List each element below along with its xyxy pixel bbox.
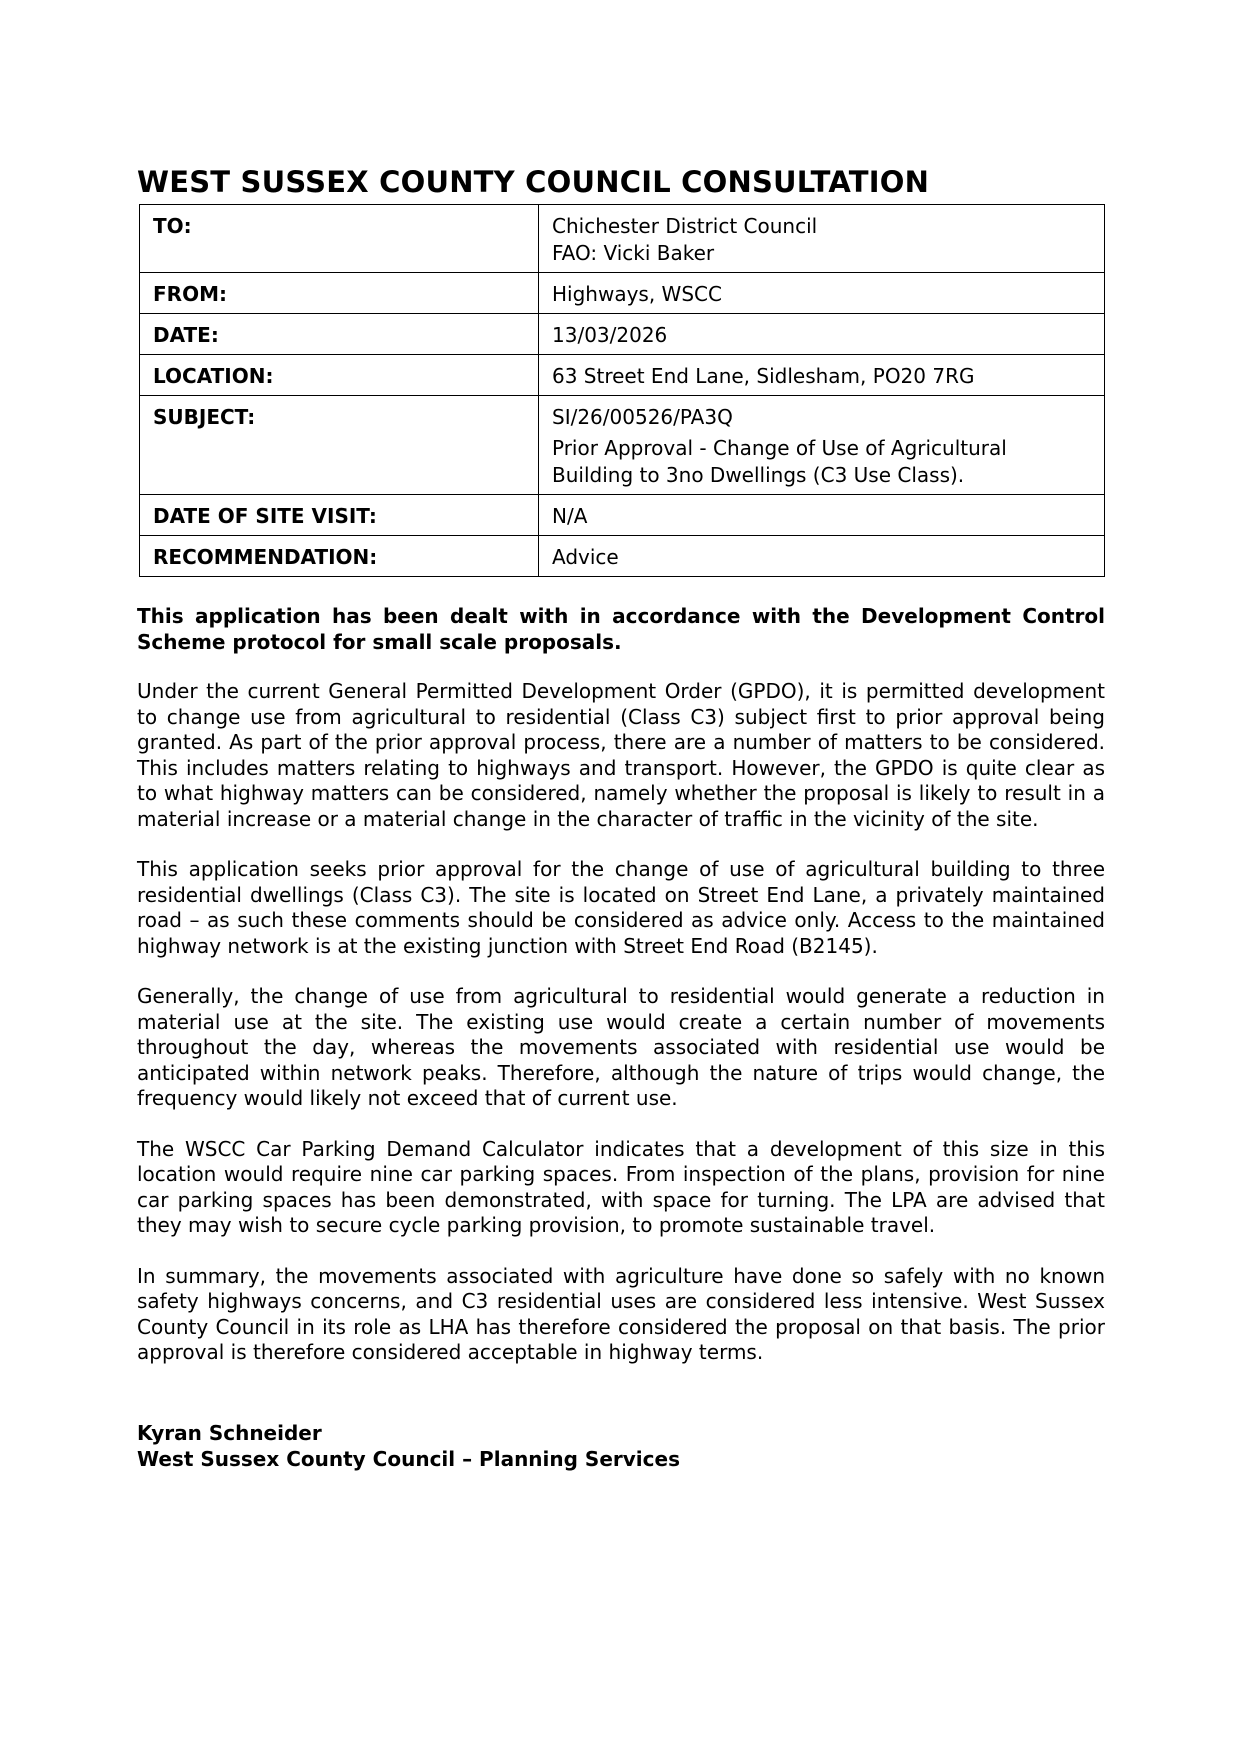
location-label: LOCATION:	[140, 355, 539, 396]
paragraph-summary: In summary, the movements associated with agriculture have done so safely with no known safety highways concerns, and C3 residential uses are considered less intensive. West Sussex County Council in its role as LHA has therefore considered the proposal on that basis. The prior approval is therefore considered acceptable in highway terms.	[137, 1263, 1105, 1364]
subject-label: SUBJECT:	[140, 396, 539, 495]
date-label: DATE:	[140, 314, 539, 355]
from-label: FROM:	[140, 273, 539, 314]
recommendation-label: RECOMMENDATION:	[140, 536, 539, 577]
subject-reference: SI/26/00526/PA3Q	[552, 405, 733, 429]
consultation-details-table	[139, 204, 1105, 577]
subject-description: Prior Approval - Change of Use of Agricultural Building to 3no Dwellings (C3 Use Class).	[552, 436, 1007, 487]
date-value: 13/03/2026	[539, 314, 1105, 355]
table-row-to	[140, 205, 1105, 273]
to-recipient: Chichester District Council	[552, 214, 818, 238]
signatory-organisation: West Sussex County Council – Planning Services	[137, 1446, 680, 1471]
table-row-date	[140, 314, 1105, 355]
document-body	[137, 604, 1105, 1366]
signatory-name: Kyran Schneider	[137, 1420, 322, 1445]
to-fao: FAO: Vicki Baker	[552, 241, 715, 265]
table-row-from	[140, 273, 1105, 314]
table-row-subject	[140, 396, 1105, 495]
site-visit-label: DATE OF SITE VISIT:	[140, 495, 539, 536]
signature-block	[137, 1420, 1105, 1472]
paragraph-parking: The WSCC Car Parking Demand Calculator indicates that a development of this size in this location would require nine car parking spaces. From inspection of the plans, provision for nine car parking spaces has been demonstrated, with space for turning. The LPA are advised that they may wish to secure cycle parking provision, to promote sustainable travel.	[137, 1136, 1105, 1237]
document-title: WEST SUSSEX COUNTY COUNCIL CONSULTATION	[137, 165, 930, 199]
intro-paragraph: This application has been dealt with in accordance with the Development Control Scheme protocol for small scale proposals.	[137, 604, 1105, 654]
recommendation-value: Advice	[539, 536, 1105, 577]
table-row-location	[140, 355, 1105, 396]
paragraph-gpdo: Under the current General Permitted Development Order (GPDO), it is permitted development to change use from agricultural to residential (Class C3) subject first to prior approval being granted. As part of the prior approval process, there are a number of matters to be considered. This includes matters relating to highways and transport. However, the GPDO is quite clear as to what highway matters can be considered, namely whether the proposal is likely to result in a material increase or a material change in the character of traffic in the vicinity of the site.	[137, 679, 1105, 831]
from-value: Highways, WSCC	[539, 273, 1105, 314]
subject-value	[539, 396, 1105, 495]
paragraph-application: This application seeks prior approval for the change of use of agricultural building to three residential dwellings (Class C3). The site is located on Street End Lane, a privately maintained road – as such these comments should be considered as advice only. Access to the maintained highway network is at the existing junction with Street End Road (B2145).	[137, 857, 1105, 958]
paragraph-movements: Generally, the change of use from agricultural to residential would generate a reduction in material use at the site. The existing use would create a certain number of movements throughout the day, whereas the movements associated with residential use would be anticipated within network peaks. Therefore, although the nature of trips would change, the frequency would likely not exceed that of current use.	[137, 984, 1105, 1110]
to-label: TO:	[140, 205, 539, 273]
table-row-site-visit	[140, 495, 1105, 536]
location-value: 63 Street End Lane, Sidlesham, PO20 7RG	[539, 355, 1105, 396]
consultation-document	[137, 160, 1105, 1472]
table-row-recommendation	[140, 536, 1105, 577]
site-visit-value: N/A	[539, 495, 1105, 536]
to-value	[539, 205, 1105, 273]
